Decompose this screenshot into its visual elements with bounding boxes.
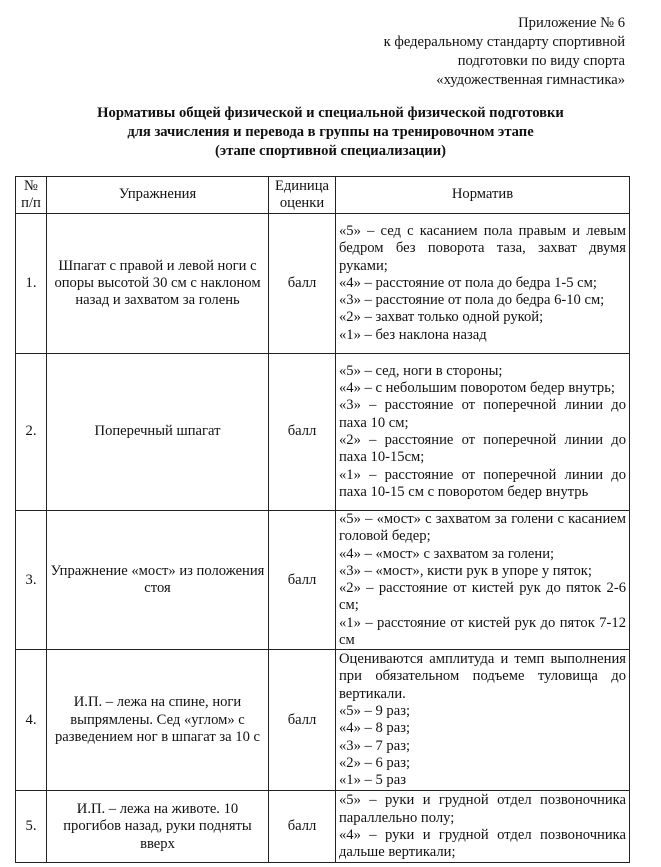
norm-line: Оцениваются амплитуда и темп выполнения при обязательном подъеме туловища до вертикали. (339, 651, 626, 702)
exercise-cell: Шпагат с правой и левой ноги с опоры высотой 30 см с наклоном назад и захватом за голень (47, 214, 269, 354)
exercise-cell: Поперечный шпагат (47, 354, 269, 511)
unit-cell: балл (269, 511, 336, 650)
unit-cell: балл (269, 214, 336, 354)
norm-cell (336, 354, 630, 511)
norm-line: «2» – расстояние от поперечной линии до паха 10-15см; (339, 432, 626, 466)
appendix-line: подготовки по виду спорта (457, 53, 625, 69)
unit-cell: балл (269, 791, 336, 863)
exercise-cell: И.П. – лежа на спине, ноги выпрямлены. Сед «углом» с разведением ног в шпагат за 10 с (47, 650, 269, 791)
norm-cell (336, 214, 630, 354)
table-row (16, 791, 630, 863)
exercise-cell: Упражнение «мост» из положения стоя (47, 511, 269, 650)
header-exercise: Упражнения (47, 177, 269, 214)
norm-line: «3» – расстояние от поперечной линии до паха 10 см; (339, 397, 626, 431)
norm-line: «4» – руки и грудной отдел позвоночника дальше вертикали; (339, 826, 626, 861)
row-number: 3. (16, 511, 47, 650)
norm-line: «4» – расстояние от пола до бедра 1-5 см; (339, 274, 597, 291)
norms-table (15, 176, 630, 863)
title-line: (этапе спортивной специализации) (215, 143, 446, 159)
norm-line: «1» – расстояние от кистей рук до пяток 7-12 см (339, 614, 626, 649)
header-norm: Норматив (336, 177, 630, 214)
appendix-line: Приложение № 6 (518, 15, 625, 31)
header-num: № п/п (16, 177, 47, 214)
norm-line: «3» – «мост», кисти рук в упоре у пяток; (339, 562, 592, 579)
norm-cell (336, 650, 630, 791)
norm-line: «5» – 9 раз; (339, 703, 411, 720)
unit-cell: балл (269, 650, 336, 791)
table-row (16, 214, 630, 354)
exercise-cell: И.П. – лежа на животе. 10 прогибов назад, руки подняты вверх (47, 791, 269, 863)
document-title (0, 104, 661, 161)
table-row (16, 650, 630, 791)
norm-line: «2» – 6 раз; (339, 754, 411, 771)
norm-line: «5» – руки и грудной отдел позвоночника параллельно полу; (339, 792, 626, 826)
norm-line: «1» – расстояние от поперечной линии до паха 10-15 см с поворотом бедер внутрь (339, 466, 626, 500)
appendix-line: «художественная гимнастика» (436, 72, 625, 88)
unit-cell: балл (269, 354, 336, 511)
norm-line: «5» – сед с касанием пола правым и левым бедром без поворота таза, захват двумя руками; (339, 222, 626, 274)
row-number: 1. (16, 214, 47, 354)
row-number: 5. (16, 791, 47, 863)
table-row (16, 354, 630, 511)
norm-line: «4» – 8 раз; (339, 720, 411, 737)
norm-line: «2» – расстояние от кистей рук до пяток 2-6 см; (339, 580, 626, 614)
header-unit: Единица оценки (269, 177, 336, 214)
norm-line: «2» – захват только одной рукой; (339, 309, 544, 326)
norm-line: «1» – без наклона назад (339, 326, 487, 343)
title-line: Нормативы общей физической и специальной физической подготовки (97, 105, 564, 121)
norm-line: «5» – сед, ноги в стороны; (339, 362, 503, 379)
appendix-note (384, 14, 625, 90)
norm-line: «3» – 7 раз; (339, 737, 411, 754)
title-line: для зачисления и перевода в группы на тренировочном этапе (127, 124, 534, 140)
norm-line: «5» – «мост» с захватом за голени с касанием головой бедер; (339, 511, 626, 545)
norm-line: «1» – 5 раз (339, 772, 406, 789)
table-row (16, 511, 630, 650)
norm-line: «4» – «мост» с захватом за голени; (339, 545, 555, 562)
row-number: 4. (16, 650, 47, 791)
appendix-line: к федеральному стандарту спортивной (383, 34, 625, 50)
table-header-row (16, 177, 630, 214)
row-number: 2. (16, 354, 47, 511)
norm-cell (336, 511, 630, 650)
norm-cell (336, 791, 630, 863)
norm-line: «3» – расстояние от пола до бедра 6-10 см; (339, 292, 605, 309)
norm-line: «4» – с небольшим поворотом бедер внутрь; (339, 380, 615, 397)
